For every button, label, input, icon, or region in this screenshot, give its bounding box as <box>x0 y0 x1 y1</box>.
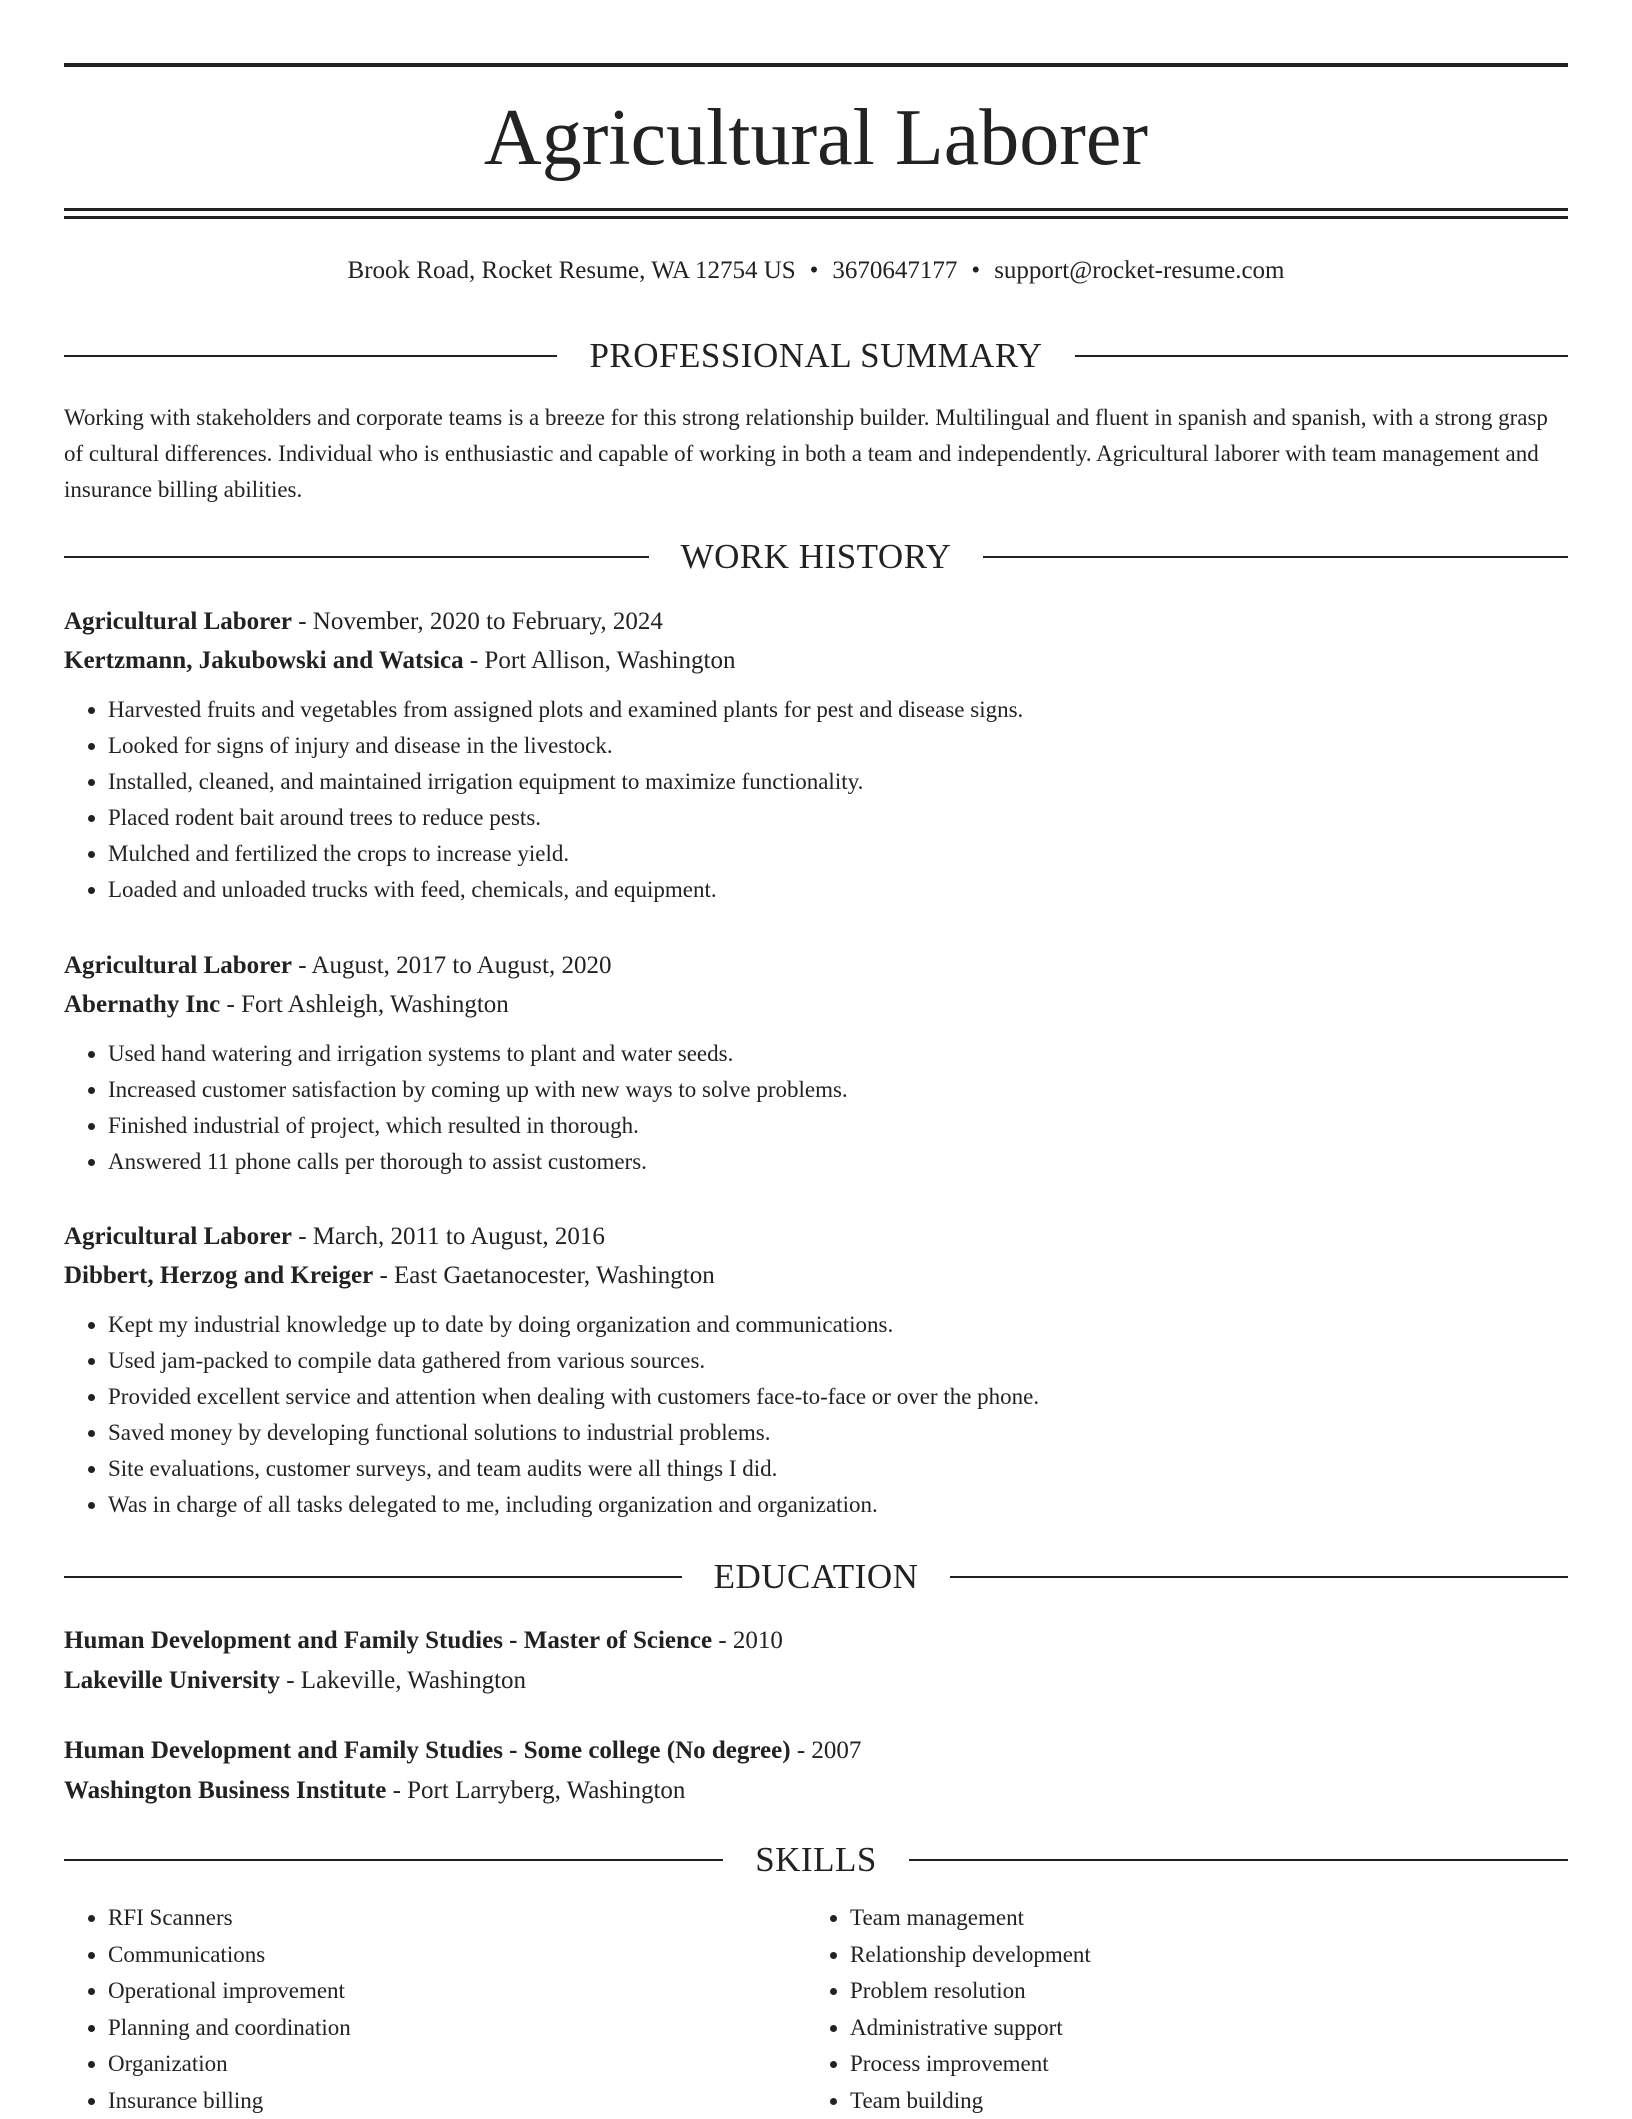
section-header-skills <box>64 1838 1568 1882</box>
job-dates: - March, 2011 to August, 2016 <box>292 1223 605 1250</box>
job-bullet: • Harvested fruits and vegetables from assigned plots and examined plants for pest and disease signs. <box>108 692 1568 728</box>
education-location: - Lakeville, Washington <box>280 1667 526 1694</box>
education-entry <box>64 1621 1568 1701</box>
contact-separator: • <box>810 254 819 288</box>
section-title: EDUCATION <box>682 1555 951 1599</box>
job-bullet: • Used jam-packed to compile data gathered from various sources. <box>108 1343 1568 1379</box>
skill-item: • Problem resolution <box>850 1973 1548 2010</box>
education-school-line <box>64 1771 1568 1811</box>
education-degree: Human Development and Family Studies - Master of Science <box>64 1627 712 1654</box>
education-school: Washington Business Institute <box>64 1777 386 1804</box>
job-company-line <box>64 1256 1568 1295</box>
job-position: Agricultural Laborer <box>64 1223 292 1250</box>
skill-item: • Team building <box>850 2083 1548 2119</box>
education-year: - 2010 <box>712 1627 783 1654</box>
job-bullet: • Installed, cleaned, and maintained irrigation equipment to maximize functionality. <box>108 764 1568 800</box>
education-degree-line <box>64 1621 1568 1661</box>
skill-item: • Process improvement <box>850 2046 1548 2083</box>
job-entry <box>64 1217 1568 1523</box>
section-rule-right <box>909 1859 1568 1861</box>
skill-item: • Organization <box>108 2046 806 2083</box>
section-rule-left <box>64 556 649 558</box>
job-bullet: • Answered 11 phone calls per thorough to assist customers. <box>108 1144 1568 1180</box>
section-title: PROFESSIONAL SUMMARY <box>557 334 1074 378</box>
skill-item: • Insurance billing <box>108 2083 806 2119</box>
summary-text: Working with stakeholders and corporate teams is a breeze for this strong relationship builder. Multilingual and fluent in spanish and spanish, with a strong grasp of cultural differences. Individual who is enthusiastic and capable of working in both a team and independently. Agricultural laborer with team management and insurance billing abilities. <box>64 400 1568 508</box>
contact-line <box>64 254 1568 288</box>
job-bullet: • Finished industrial of project, which resulted in thorough. <box>108 1108 1568 1144</box>
job-bullet: • Mulched and fertilized the crops to increase yield. <box>108 836 1568 872</box>
job-bullet: • Used hand watering and irrigation systems to plant and water seeds. <box>108 1036 1568 1072</box>
section-rule-left <box>64 1859 723 1861</box>
contact-address: Brook Road, Rocket Resume, WA 12754 US <box>348 257 796 284</box>
contact-separator: • <box>971 254 980 288</box>
job-title-line <box>64 1217 1568 1256</box>
job-bullet: • Kept my industrial knowledge up to date by doing organization and communications. <box>108 1307 1568 1343</box>
section-header-work-history <box>64 535 1568 579</box>
skills-list-left <box>64 1900 806 2119</box>
skill-item: • Planning and coordination <box>108 2010 806 2047</box>
skill-item: • Communications <box>108 1937 806 1974</box>
education-degree: Human Development and Family Studies - Some college (No degree) <box>64 1737 791 1764</box>
resume-name: Agricultural Laborer <box>64 88 1568 188</box>
job-company: Kertzmann, Jakubowski and Watsica <box>64 647 464 674</box>
section-header-summary <box>64 334 1568 378</box>
section-title: SKILLS <box>723 1838 909 1882</box>
job-bullets <box>64 692 1568 908</box>
section-rule-left <box>64 1576 682 1578</box>
section-rule-right <box>983 556 1568 558</box>
job-bullet: • Increased customer satisfaction by coming up with new ways to solve problems. <box>108 1072 1568 1108</box>
section-header-education <box>64 1555 1568 1599</box>
skill-item: • RFI Scanners <box>108 1900 806 1937</box>
section-rule-right <box>1075 355 1568 357</box>
job-title-line <box>64 602 1568 641</box>
job-location: - Fort Ashleigh, Washington <box>220 991 509 1018</box>
job-title-line <box>64 946 1568 985</box>
job-position: Agricultural Laborer <box>64 608 292 635</box>
job-bullets <box>64 1307 1568 1523</box>
section-rule-left <box>64 355 557 357</box>
contact-email: support@rocket-resume.com <box>994 257 1284 284</box>
skills-columns <box>64 1900 1568 2119</box>
education-year: - 2007 <box>791 1737 862 1764</box>
job-bullet: • Looked for signs of injury and disease in the livestock. <box>108 728 1568 764</box>
skills-list-right <box>806 1900 1548 2119</box>
job-company: Abernathy Inc <box>64 991 220 1018</box>
job-bullet: • Site evaluations, customer surveys, and team audits were all things I did. <box>108 1451 1568 1487</box>
job-company-line <box>64 985 1568 1024</box>
job-dates: - August, 2017 to August, 2020 <box>292 952 611 979</box>
education-degree-line <box>64 1731 1568 1771</box>
section-title: WORK HISTORY <box>649 535 984 579</box>
education-location: - Port Larryberg, Washington <box>386 1777 685 1804</box>
job-bullet: • Saved money by developing functional solutions to industrial problems. <box>108 1415 1568 1451</box>
contact-phone: 3670647177 <box>832 257 957 284</box>
education-school-line <box>64 1661 1568 1701</box>
skill-item: • Operational improvement <box>108 1973 806 2010</box>
job-entry <box>64 602 1568 908</box>
job-dates: - November, 2020 to February, 2024 <box>292 608 663 635</box>
job-bullet: • Was in charge of all tasks delegated to me, including organization and organization. <box>108 1487 1568 1523</box>
section-rule-right <box>950 1576 1568 1578</box>
skill-item: • Administrative support <box>850 2010 1548 2047</box>
job-company: Dibbert, Herzog and Kreiger <box>64 1262 373 1289</box>
double-rule-lower <box>64 216 1568 219</box>
top-rule <box>64 63 1568 67</box>
job-bullets <box>64 1036 1568 1180</box>
job-position: Agricultural Laborer <box>64 952 292 979</box>
education-school: Lakeville University <box>64 1667 280 1694</box>
job-bullet: • Placed rodent bait around trees to reduce pests. <box>108 800 1568 836</box>
skill-item: • Relationship development <box>850 1937 1548 1974</box>
job-location: - Port Allison, Washington <box>464 647 736 674</box>
job-company-line <box>64 641 1568 680</box>
double-rule-upper <box>64 208 1568 211</box>
job-entry <box>64 946 1568 1180</box>
job-location: - East Gaetanocester, Washington <box>373 1262 715 1289</box>
job-bullet: • Loaded and unloaded trucks with feed, chemicals, and equipment. <box>108 872 1568 908</box>
education-entry <box>64 1731 1568 1811</box>
skill-item: • Team management <box>850 1900 1548 1937</box>
job-bullet: • Provided excellent service and attention when dealing with customers face-to-face or over the phone. <box>108 1379 1568 1415</box>
